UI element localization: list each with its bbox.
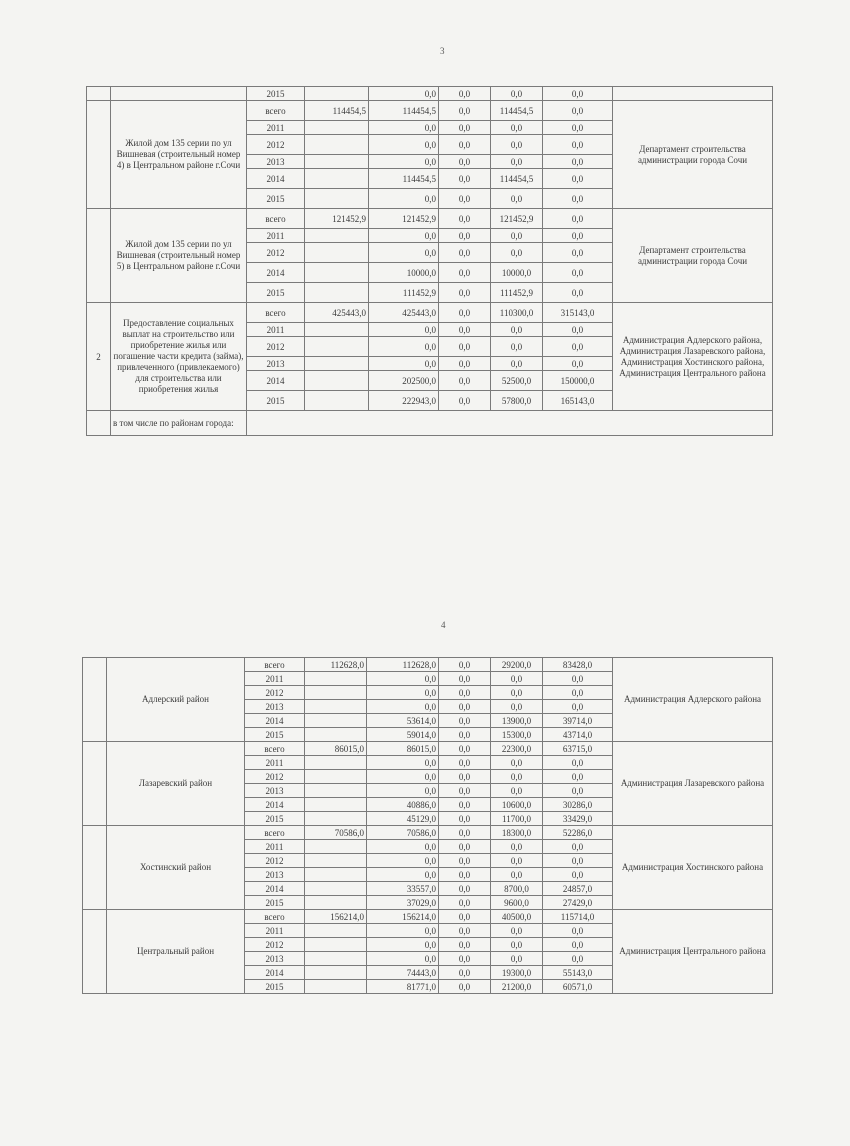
value-cell: 0,0: [491, 686, 543, 700]
total-cell: [305, 243, 369, 263]
value-cell: 0,0: [439, 896, 491, 910]
value-cell: 57800,0: [491, 391, 543, 411]
value-cell: 0,0: [491, 337, 543, 357]
value-cell: 0,0: [367, 924, 439, 938]
value-cell: 81771,0: [367, 980, 439, 994]
value-cell: 0,0: [491, 784, 543, 798]
value-cell: 60571,0: [543, 980, 613, 994]
value-cell: 0,0: [369, 243, 439, 263]
value-cell: 114454,5: [491, 101, 543, 121]
value-cell: 53614,0: [367, 714, 439, 728]
value-cell: 0,0: [491, 229, 543, 243]
year-cell: 2012: [247, 135, 305, 155]
value-cell: 63715,0: [543, 742, 613, 756]
year-cell: 2013: [245, 952, 305, 966]
total-cell: [305, 391, 369, 411]
year-cell: 2015: [247, 87, 305, 101]
value-cell: 0,0: [543, 243, 613, 263]
value-cell: 0,0: [439, 155, 491, 169]
total-cell: [305, 700, 367, 714]
value-cell: 0,0: [543, 938, 613, 952]
value-cell: 0,0: [439, 263, 491, 283]
total-cell: 121452,9: [305, 209, 369, 229]
value-cell: 0,0: [439, 854, 491, 868]
item-name: Центральный район: [107, 910, 245, 994]
value-cell: 0,0: [491, 770, 543, 784]
value-cell: 0,0: [491, 938, 543, 952]
value-cell: 43714,0: [543, 728, 613, 742]
row-number: 2: [87, 303, 111, 411]
value-cell: 0,0: [543, 756, 613, 770]
total-cell: 156214,0: [305, 910, 367, 924]
year-cell: всего: [247, 101, 305, 121]
total-cell: 70586,0: [305, 826, 367, 840]
value-cell: 0,0: [439, 700, 491, 714]
value-cell: 222943,0: [369, 391, 439, 411]
value-cell: 114454,5: [369, 169, 439, 189]
year-cell: 2012: [247, 337, 305, 357]
table-row: [83, 742, 773, 756]
value-cell: 0,0: [367, 770, 439, 784]
year-cell: 2014: [245, 882, 305, 896]
table-row: 2015 0,0 0,0 0,0 0,0: [87, 87, 773, 101]
value-cell: 0,0: [439, 756, 491, 770]
value-cell: 0,0: [491, 756, 543, 770]
row-number: [87, 209, 111, 303]
page-number-3: 3: [440, 46, 445, 56]
total-cell: [305, 323, 369, 337]
year-cell: 2011: [247, 121, 305, 135]
district-subheader: в том числе по районам города:: [111, 411, 247, 436]
value-cell: 33557,0: [367, 882, 439, 896]
year-cell: 2011: [245, 672, 305, 686]
value-cell: 0,0: [367, 672, 439, 686]
executor-cell: Администрация Адлерского района: [613, 658, 773, 742]
value-cell: 55143,0: [543, 966, 613, 980]
value-cell: 121452,9: [369, 209, 439, 229]
value-cell: 40886,0: [367, 798, 439, 812]
value-cell: 112628,0: [367, 658, 439, 672]
value-cell: 83428,0: [543, 658, 613, 672]
year-cell: 2011: [245, 840, 305, 854]
value-cell: 0,0: [367, 700, 439, 714]
value-cell: 0,0: [491, 924, 543, 938]
total-cell: [305, 371, 369, 391]
value-cell: 165143,0: [543, 391, 613, 411]
value-cell: 27429,0: [543, 896, 613, 910]
value-cell: 0,0: [439, 357, 491, 371]
value-cell: 0,0: [439, 728, 491, 742]
value-cell: 315143,0: [543, 303, 613, 323]
year-cell: всего: [245, 742, 305, 756]
value-cell: 0,0: [369, 155, 439, 169]
value-cell: 0,0: [543, 672, 613, 686]
value-cell: 0,0: [491, 672, 543, 686]
executor-cell: Департамент строительства администрации города Сочи: [613, 101, 773, 209]
value-cell: 10600,0: [491, 798, 543, 812]
year-cell: 2011: [245, 924, 305, 938]
total-cell: [305, 798, 367, 812]
value-cell: 19300,0: [491, 966, 543, 980]
value-cell: 0,0: [543, 263, 613, 283]
value-cell: 0,0: [491, 243, 543, 263]
value-cell: 0,0: [543, 121, 613, 135]
value-cell: 0,0: [439, 672, 491, 686]
year-cell: 2015: [245, 812, 305, 826]
value-cell: 0,0: [367, 756, 439, 770]
value-cell: 0,0: [543, 101, 613, 121]
item-name: Лазаревский район: [107, 742, 245, 826]
total-cell: [305, 924, 367, 938]
value-cell: 0,0: [543, 189, 613, 209]
year-cell: 2013: [247, 155, 305, 169]
total-cell: 86015,0: [305, 742, 367, 756]
value-cell: 0,0: [491, 135, 543, 155]
value-cell: 0,0: [439, 980, 491, 994]
total-cell: [305, 283, 369, 303]
value-cell: 39714,0: [543, 714, 613, 728]
value-cell: 0,0: [439, 966, 491, 980]
value-cell: 21200,0: [491, 980, 543, 994]
total-cell: [305, 840, 367, 854]
total-cell: [305, 714, 367, 728]
value-cell: 0,0: [543, 155, 613, 169]
value-cell: 0,0: [439, 784, 491, 798]
year-cell: 2014: [245, 966, 305, 980]
total-cell: [305, 868, 367, 882]
total-cell: [305, 854, 367, 868]
year-cell: всего: [245, 910, 305, 924]
value-cell: 0,0: [491, 840, 543, 854]
value-cell: 202500,0: [369, 371, 439, 391]
value-cell: 0,0: [543, 784, 613, 798]
value-cell: 0,0: [543, 854, 613, 868]
value-cell: 0,0: [543, 924, 613, 938]
value-cell: 0,0: [543, 229, 613, 243]
value-cell: 0,0: [439, 868, 491, 882]
row-number: [83, 910, 107, 994]
value-cell: 0,0: [439, 371, 491, 391]
value-cell: 0,0: [369, 323, 439, 337]
value-cell: 0,0: [369, 189, 439, 209]
value-cell: 0,0: [367, 854, 439, 868]
value-cell: 150000,0: [543, 371, 613, 391]
value-cell: 13900,0: [491, 714, 543, 728]
total-cell: [305, 155, 369, 169]
value-cell: 0,0: [439, 169, 491, 189]
value-cell: 0,0: [439, 243, 491, 263]
page-number-4: 4: [441, 620, 446, 630]
item-name: Жилой дом 135 серии по ул Вишневая (строительный номер 5) в Центральном районе г.Сочи: [111, 209, 247, 303]
value-cell: 10000,0: [369, 263, 439, 283]
year-cell: 2012: [245, 938, 305, 952]
value-cell: 0,0: [439, 840, 491, 854]
total-cell: 425443,0: [305, 303, 369, 323]
value-cell: 0,0: [543, 323, 613, 337]
total-cell: [305, 980, 367, 994]
value-cell: 0,0: [491, 155, 543, 169]
year-cell: 2015: [247, 283, 305, 303]
value-cell: 0,0: [543, 686, 613, 700]
year-cell: 2014: [247, 371, 305, 391]
total-cell: [305, 189, 369, 209]
year-cell: всего: [247, 209, 305, 229]
value-cell: 0,0: [439, 924, 491, 938]
value-cell: 0,0: [543, 868, 613, 882]
value-cell: 37029,0: [367, 896, 439, 910]
value-cell: 114454,5: [491, 169, 543, 189]
total-cell: [305, 938, 367, 952]
value-cell: 0,0: [543, 700, 613, 714]
row-number: [83, 658, 107, 742]
value-cell: 0,0: [491, 121, 543, 135]
value-cell: 156214,0: [367, 910, 439, 924]
total-cell: [305, 966, 367, 980]
item-name: Адлерский район: [107, 658, 245, 742]
value-cell: 24857,0: [543, 882, 613, 896]
year-cell: 2013: [245, 700, 305, 714]
value-cell: 0,0: [439, 770, 491, 784]
value-cell: 0,0: [491, 357, 543, 371]
total-cell: [305, 896, 367, 910]
table-row: [87, 101, 773, 121]
value-cell: 0,0: [369, 357, 439, 371]
value-cell: 111452,9: [369, 283, 439, 303]
value-cell: 0,0: [367, 686, 439, 700]
row-number: [87, 101, 111, 209]
total-cell: 112628,0: [305, 658, 367, 672]
total-cell: [305, 263, 369, 283]
table-row: [83, 826, 773, 840]
value-cell: 0,0: [491, 854, 543, 868]
value-cell: 0,0: [543, 209, 613, 229]
year-cell: 2015: [245, 980, 305, 994]
year-cell: 2011: [247, 323, 305, 337]
value-cell: 52286,0: [543, 826, 613, 840]
executor-cell: Администрация Центрального района: [613, 910, 773, 994]
value-cell: 0,0: [439, 303, 491, 323]
year-cell: 2012: [245, 770, 305, 784]
total-cell: [305, 135, 369, 155]
total-cell: [305, 812, 367, 826]
value-cell: 40500,0: [491, 910, 543, 924]
value-cell: 0,0: [439, 882, 491, 896]
value-cell: 18300,0: [491, 826, 543, 840]
value-cell: 30286,0: [543, 798, 613, 812]
year-cell: 2014: [245, 798, 305, 812]
year-cell: 2012: [245, 686, 305, 700]
total-cell: [305, 728, 367, 742]
total-cell: [305, 952, 367, 966]
total-cell: [305, 784, 367, 798]
value-cell: 15300,0: [491, 728, 543, 742]
year-cell: всего: [247, 303, 305, 323]
value-cell: 9600,0: [491, 896, 543, 910]
value-cell: 74443,0: [367, 966, 439, 980]
year-cell: 2014: [245, 714, 305, 728]
total-cell: [305, 686, 367, 700]
value-cell: 0,0: [543, 770, 613, 784]
year-cell: 2015: [245, 728, 305, 742]
value-cell: 0,0: [369, 135, 439, 155]
year-cell: 2012: [247, 243, 305, 263]
value-cell: 111452,9: [491, 283, 543, 303]
total-cell: [305, 121, 369, 135]
value-cell: 0,0: [491, 868, 543, 882]
total-cell: [305, 229, 369, 243]
year-cell: 2014: [247, 263, 305, 283]
value-cell: 0,0: [439, 714, 491, 728]
value-cell: 45129,0: [367, 812, 439, 826]
value-cell: 0,0: [543, 169, 613, 189]
value-cell: 0,0: [369, 337, 439, 357]
value-cell: 86015,0: [367, 742, 439, 756]
value-cell: 0,0: [439, 658, 491, 672]
total-cell: [305, 756, 367, 770]
value-cell: 0,0: [367, 868, 439, 882]
value-cell: 0,0: [367, 952, 439, 966]
value-cell: 0,0: [439, 121, 491, 135]
year-cell: 2014: [247, 169, 305, 189]
total-cell: [305, 169, 369, 189]
program-table-page-3: [86, 86, 773, 436]
value-cell: 0,0: [543, 357, 613, 371]
year-cell: 2013: [245, 784, 305, 798]
value-cell: 0,0: [439, 826, 491, 840]
value-cell: 8700,0: [491, 882, 543, 896]
value-cell: 0,0: [491, 323, 543, 337]
value-cell: 0,0: [543, 840, 613, 854]
year-cell: 2015: [245, 896, 305, 910]
value-cell: 33429,0: [543, 812, 613, 826]
value-cell: 0,0: [367, 784, 439, 798]
value-cell: 0,0: [543, 135, 613, 155]
value-cell: 0,0: [439, 189, 491, 209]
value-cell: 115714,0: [543, 910, 613, 924]
value-cell: 0,0: [543, 337, 613, 357]
value-cell: 0,0: [369, 229, 439, 243]
executor-cell: Администрация Хостинского района: [613, 826, 773, 910]
table-row: [87, 303, 773, 323]
value-cell: 0,0: [439, 812, 491, 826]
value-cell: 0,0: [439, 229, 491, 243]
value-cell: 0,0: [491, 952, 543, 966]
value-cell: 0,0: [439, 742, 491, 756]
year-cell: 2015: [247, 189, 305, 209]
value-cell: 0,0: [543, 283, 613, 303]
value-cell: 0,0: [367, 938, 439, 952]
value-cell: 52500,0: [491, 371, 543, 391]
row-number: [83, 826, 107, 910]
value-cell: 0,0: [439, 686, 491, 700]
year-cell: всего: [245, 658, 305, 672]
value-cell: 22300,0: [491, 742, 543, 756]
value-cell: 11700,0: [491, 812, 543, 826]
value-cell: 0,0: [491, 189, 543, 209]
value-cell: 0,0: [439, 952, 491, 966]
value-cell: 0,0: [543, 952, 613, 966]
value-cell: 0,0: [439, 135, 491, 155]
item-name: Жилой дом 135 серии по ул Вишневая (строительный номер 4) в Центральном районе г.Сочи: [111, 101, 247, 209]
item-name: Хостинский район: [107, 826, 245, 910]
executor-cell: Департамент строительства администрации города Сочи: [613, 209, 773, 303]
value-cell: 0,0: [439, 209, 491, 229]
value-cell: 0,0: [439, 910, 491, 924]
total-cell: [305, 882, 367, 896]
value-cell: 0,0: [491, 700, 543, 714]
value-cell: 0,0: [439, 101, 491, 121]
total-cell: [305, 357, 369, 371]
value-cell: 0,0: [369, 121, 439, 135]
value-cell: 59014,0: [367, 728, 439, 742]
value-cell: 110300,0: [491, 303, 543, 323]
value-cell: 425443,0: [369, 303, 439, 323]
table-row: [87, 411, 773, 436]
program-table-page-4: [82, 657, 773, 994]
year-cell: 2011: [247, 229, 305, 243]
value-cell: 0,0: [439, 337, 491, 357]
value-cell: 10000,0: [491, 263, 543, 283]
value-cell: 0,0: [439, 798, 491, 812]
value-cell: 0,0: [439, 283, 491, 303]
total-cell: [305, 770, 367, 784]
value-cell: 0,0: [367, 840, 439, 854]
item-name: Предоставление социальных выплат на строительство или приобретение жилья или погашение части кредита (займа), привлеченного (привлекаемого) для строительства или приобретения жилья: [111, 303, 247, 411]
year-cell: всего: [245, 826, 305, 840]
executor-cell: Администрация Лазаревского района: [613, 742, 773, 826]
value-cell: 0,0: [439, 323, 491, 337]
total-cell: 114454,5: [305, 101, 369, 121]
row-number: [83, 742, 107, 826]
year-cell: 2012: [245, 854, 305, 868]
total-cell: [305, 672, 367, 686]
value-cell: 70586,0: [367, 826, 439, 840]
value-cell: 29200,0: [491, 658, 543, 672]
year-cell: 2011: [245, 756, 305, 770]
year-cell: 2013: [245, 868, 305, 882]
year-cell: 2015: [247, 391, 305, 411]
value-cell: 0,0: [439, 938, 491, 952]
table-row: [83, 910, 773, 924]
value-cell: 114454,5: [369, 101, 439, 121]
value-cell: 0,0: [439, 391, 491, 411]
executor-cell: Администрация Адлерского района, Администрация Лазаревского района, Администрация Хостинского района, Администрация Центрального района: [613, 303, 773, 411]
value-cell: 121452,9: [491, 209, 543, 229]
total-cell: [305, 337, 369, 357]
table-row: [87, 209, 773, 229]
year-cell: 2013: [247, 357, 305, 371]
table-row: [83, 658, 773, 672]
